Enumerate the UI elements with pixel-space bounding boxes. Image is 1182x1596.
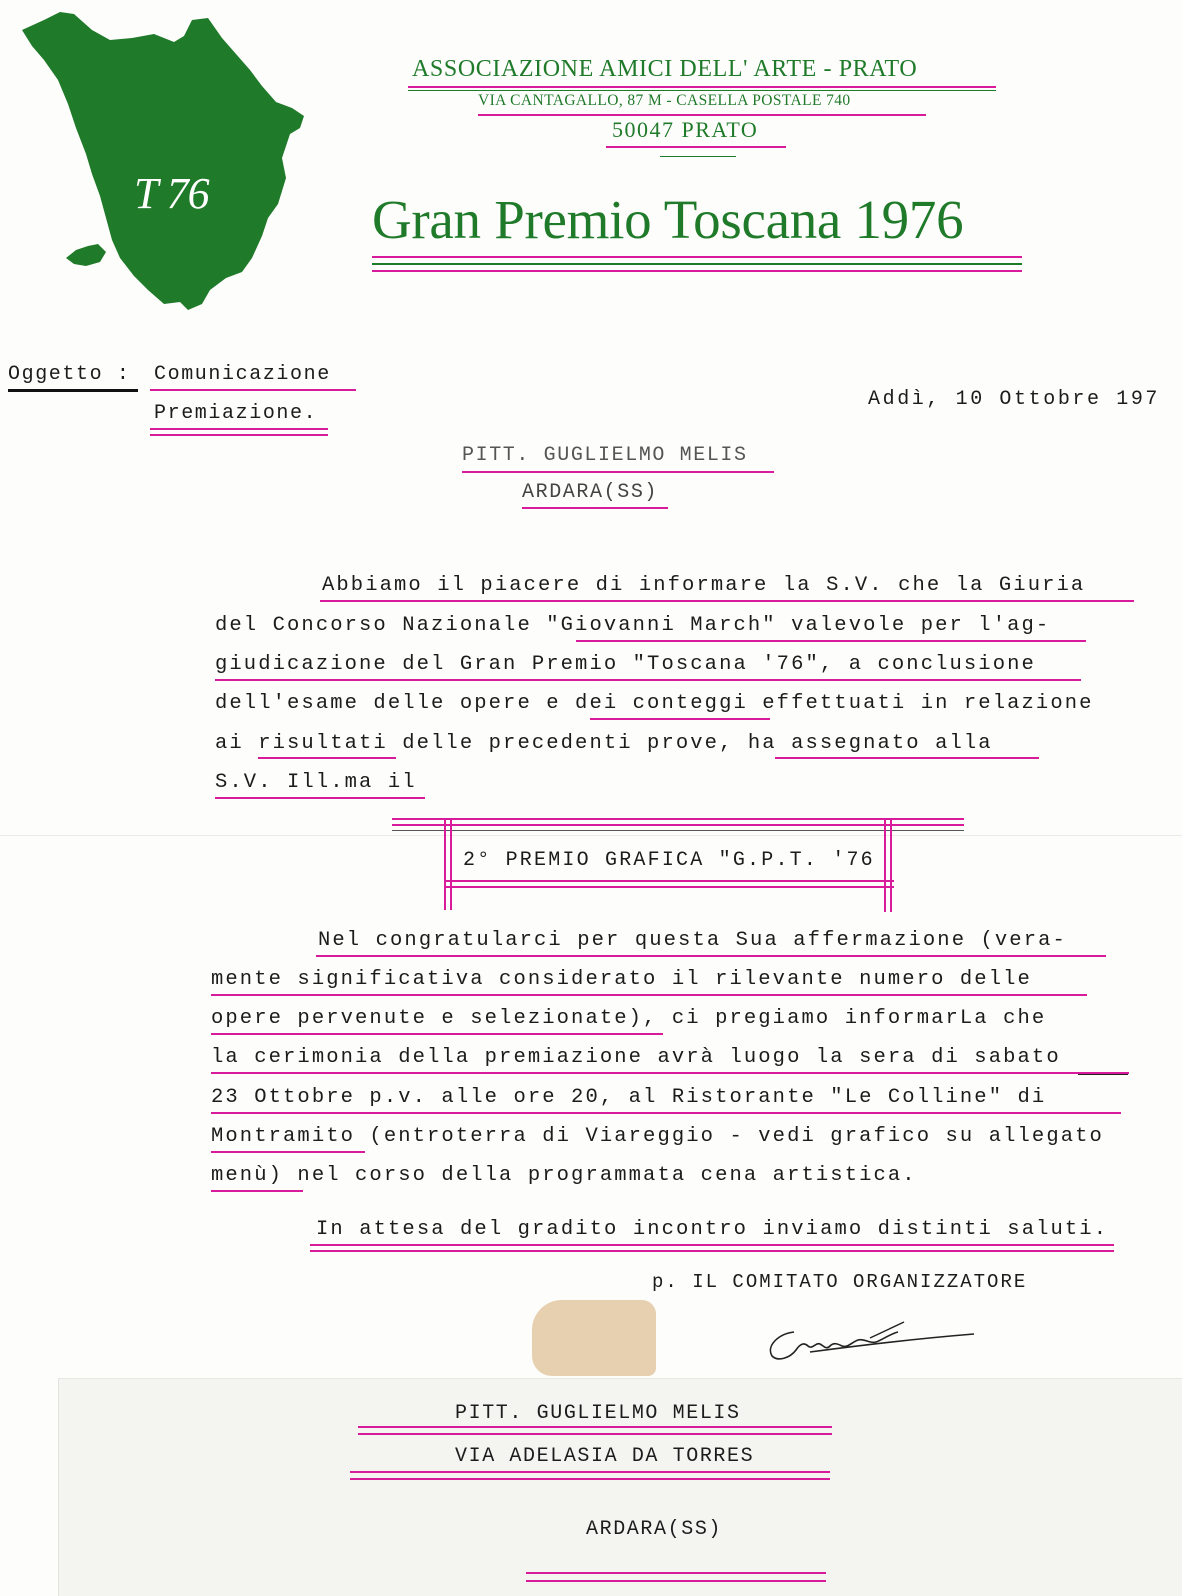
highlight-line: [576, 640, 1086, 642]
highlight-line: [310, 1244, 1114, 1246]
tuscany-map-icon: [14, 8, 314, 318]
subject-underline: [8, 389, 138, 392]
highlight-line: [358, 1426, 832, 1428]
highlight-line: [211, 1112, 1121, 1114]
tape-fragment: [532, 1300, 656, 1376]
logo-text: T 76: [134, 169, 209, 218]
recipient-name: PITT. GUGLIELMO MELIS: [462, 444, 748, 467]
letter-date: Addì, 10 Ottobre 197: [868, 388, 1161, 411]
envelope-name: PITT. GUGLIELMO MELIS: [455, 1402, 741, 1425]
body2-line: menù) nel corso della programmata cena artistica.: [211, 1164, 917, 1187]
closing-line: In attesa del gradito incontro inviamo distinti saluti.: [316, 1218, 1109, 1241]
body1-line: ai risultati delle precedenti prove, ha assegnato alla: [215, 732, 993, 755]
green-rule: [660, 156, 736, 157]
signature: [760, 1312, 980, 1372]
highlight-line: [350, 1478, 830, 1480]
subject-line-2: Premiazione.: [154, 402, 318, 425]
highlight-line: [320, 600, 1134, 602]
association-address: VIA CANTAGALLO, 87 M - CASELLA POSTALE 740: [478, 92, 851, 109]
award-frame-left: [444, 820, 446, 910]
highlight-line: [372, 270, 1022, 272]
highlight-line: [526, 1580, 826, 1582]
highlight-line: [150, 389, 356, 391]
highlight-line: [211, 1033, 663, 1035]
award-frame-bottom: [444, 886, 894, 888]
event-title: Gran Premio Toscana 1976: [372, 189, 964, 250]
highlight-line: [372, 256, 1022, 258]
paper-fold: [0, 835, 1182, 836]
subject-label: Oggetto :: [8, 363, 131, 386]
green-rule: [372, 263, 1022, 265]
body2-line: opere pervenute e selezionate), ci pregiamo informarLa che: [211, 1007, 1047, 1030]
handwritten-signature-icon: [760, 1312, 980, 1372]
highlight-line: [258, 757, 396, 759]
body1-line: S.V. Ill.ma il: [215, 771, 417, 794]
body1-line: del Concorso Nazionale "Giovanni March" valevole per l'ag-: [215, 614, 1051, 637]
envelope-city: ARDARA(SS): [586, 1518, 723, 1541]
body1-line: Abbiamo il piacere di informare la S.V. che la Giuria: [322, 574, 1086, 597]
award-frame-left: [450, 820, 452, 910]
highlight-line: [522, 507, 668, 509]
highlight-line: [526, 1572, 826, 1574]
award-frame-bottom: [444, 880, 894, 882]
award-frame-top: [392, 824, 964, 826]
award-frame-top: [392, 818, 964, 820]
highlight-line: [150, 428, 328, 430]
highlight-line: [350, 1471, 830, 1473]
subject-line-1: Comunicazione: [154, 363, 331, 386]
highlight-line: [408, 86, 996, 88]
highlight-line: [606, 146, 786, 148]
signatory: p. IL COMITATO ORGANIZZATORE: [652, 1271, 1028, 1293]
green-rule: [408, 90, 996, 91]
highlight-line: [215, 679, 1081, 681]
association-name: ASSOCIAZIONE AMICI DELL' ARTE - PRATO: [412, 56, 918, 82]
body1-line: giudicazione del Gran Premio "Toscana '76", a conclusione: [215, 653, 1036, 676]
highlight-line: [590, 718, 770, 720]
recipient-place: ARDARA(SS): [522, 481, 659, 504]
postcode-city: 50047 PRATO: [612, 117, 759, 142]
highlight-line: [478, 114, 926, 116]
highlight-line: [150, 434, 328, 436]
award-text: 2° PREMIO GRAFICA "G.P.T. '76: [463, 849, 875, 872]
body2-line: Montramito (entroterra di Viareggio - vedi grafico su allegato: [211, 1125, 1104, 1148]
highlight-line: [316, 955, 1106, 957]
highlight-line: [211, 994, 1087, 996]
award-frame-right: [890, 820, 892, 912]
tuscany-logo: [14, 8, 314, 318]
award-frame-right: [884, 820, 886, 912]
award-frame-top: [392, 830, 964, 831]
envelope-street: VIA ADELASIA DA TORRES: [455, 1445, 755, 1468]
body2-line: mente significativa considerato il rilevante numero delle: [211, 968, 1032, 991]
body2-line: la cerimonia della premiazione avrà luogo la sera di sabato: [211, 1046, 1061, 1069]
body2-line: Nel congratularci per questa Sua affermazione (vera-: [318, 929, 1067, 952]
highlight-line: [211, 1072, 1129, 1074]
body2-line: 23 Ottobre p.v. alle ore 20, al Ristorante "Le Colline" di: [211, 1086, 1047, 1109]
highlight-line: [211, 1151, 365, 1153]
highlight-line: [775, 757, 1039, 759]
highlight-line: [215, 797, 425, 799]
highlight-line: [462, 471, 774, 473]
pen-underline: [1078, 1074, 1128, 1075]
highlight-line: [358, 1433, 832, 1435]
highlight-line: [310, 1250, 1114, 1252]
highlight-line: [211, 1190, 303, 1192]
body1-line: dell'esame delle opere e dei conteggi effettuati in relazione: [215, 692, 1094, 715]
